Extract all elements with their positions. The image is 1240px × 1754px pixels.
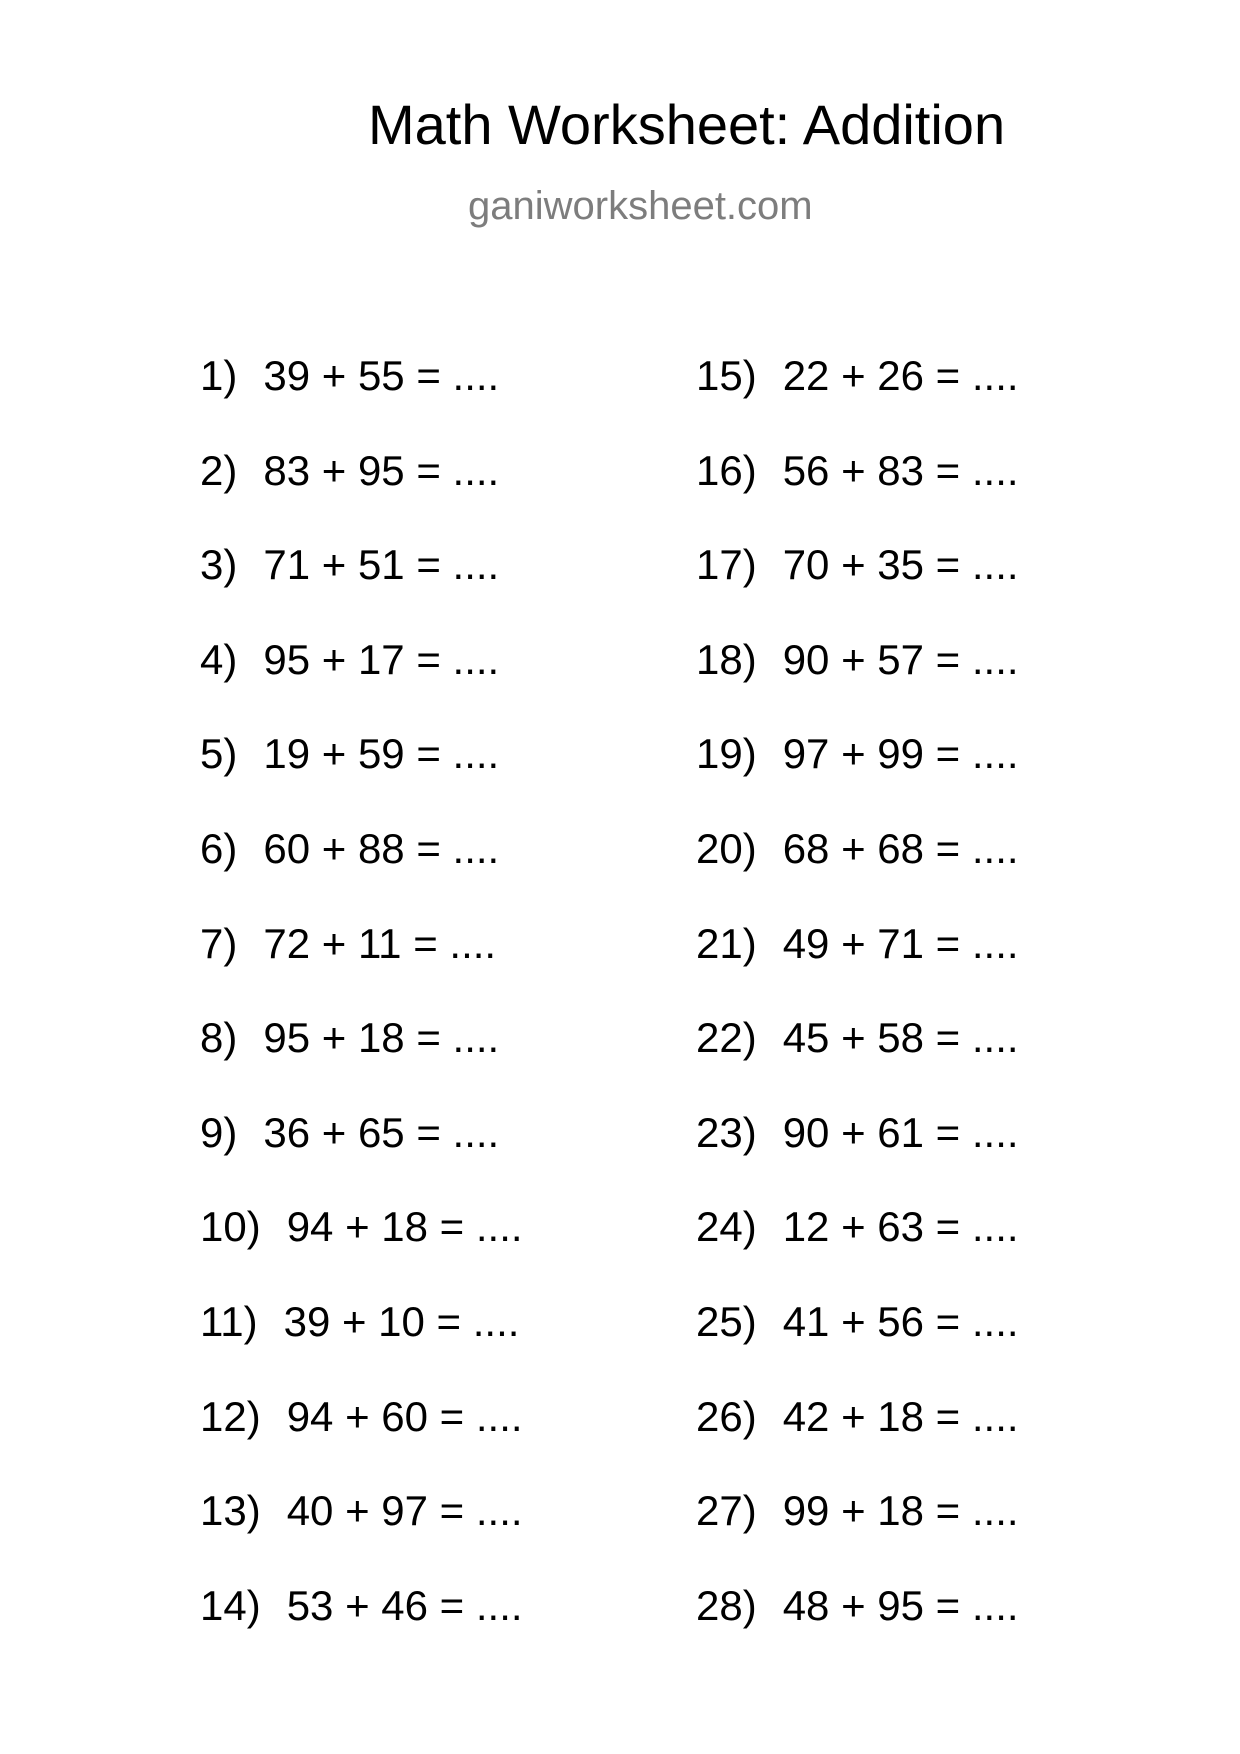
problem-item [696,1297,1019,1396]
site-url: ganiworksheet.com [468,184,813,228]
problem-item [696,1581,1019,1680]
problem-item [696,1487,1019,1585]
problem-item [696,1014,1019,1112]
problem-expression: 83 + 95 = .... [263,446,500,494]
problem-expression: 48 + 95 = .... [782,1581,1019,1629]
problem-number: 5) [200,730,238,778]
problem-item [200,1014,523,1112]
problem-number: 9) [200,1108,238,1156]
problem-item [696,730,1019,828]
problem-number: 16) [696,446,757,494]
problem-expression: 60 + 88 = .... [263,824,500,872]
problem-number: 10) [200,1203,261,1251]
problem-number: 27) [696,1487,757,1535]
problem-expression: 99 + 18 = .... [782,1487,1019,1535]
problem-item [696,1203,1019,1301]
problem-expression: 40 + 97 = .... [286,1487,523,1535]
problem-expression: 49 + 71 = .... [782,919,1019,967]
problem-expression: 45 + 58 = .... [782,1014,1019,1062]
page-title: Math Worksheet: Addition [368,93,1006,156]
problem-number: 13) [200,1487,261,1535]
problem-item [696,1392,1019,1491]
problem-item [200,824,523,923]
problem-expression: 53 + 46 = .... [286,1581,523,1629]
problem-item [696,919,1019,1018]
problem-number: 19) [696,730,757,778]
problem-number: 2) [200,446,238,494]
problem-item [200,730,523,828]
problem-number: 1) [200,352,238,399]
problem-number: 28) [696,1581,757,1629]
problem-item [200,919,523,1018]
problem-number: 17) [696,541,757,589]
problem-number: 18) [696,635,757,683]
problem-number: 14) [200,1581,261,1629]
problem-item [200,1203,523,1301]
problem-item [696,541,1019,639]
problem-item [200,1108,523,1207]
problem-item [696,635,1019,734]
problem-number: 6) [200,824,238,872]
problem-item [200,1581,523,1680]
problem-item [200,1297,523,1396]
problem-expression: 95 + 18 = .... [263,1014,500,1062]
problem-number: 3) [200,541,238,589]
problem-expression: 90 + 57 = .... [782,635,1019,683]
problem-expression: 97 + 99 = .... [782,730,1019,778]
problem-item [200,541,523,639]
problem-expression: 56 + 83 = .... [782,446,1019,494]
problems-column-right [696,352,1019,1679]
problem-number: 21) [696,919,757,967]
problem-number: 26) [696,1392,757,1440]
problem-number: 23) [696,1108,757,1156]
problems-column-left [200,352,523,1679]
problem-expression: 36 + 65 = .... [263,1108,500,1156]
problem-item [200,352,523,450]
problem-expression: 68 + 68 = .... [782,824,1019,872]
problem-expression: 19 + 59 = .... [263,730,500,778]
problem-expression: 90 + 61 = .... [782,1108,1019,1156]
problem-expression: 94 + 18 = .... [286,1203,523,1251]
problem-expression: 12 + 63 = .... [782,1203,1019,1251]
problem-number: 25) [696,1297,757,1345]
problem-number: 11) [200,1297,258,1345]
problem-expression: 39 + 10 = .... [283,1297,520,1345]
problem-number: 4) [200,635,238,683]
problem-item [696,446,1019,545]
problem-number: 7) [200,919,238,967]
problem-expression: 72 + 11 = .... [263,919,497,967]
problem-expression: 41 + 56 = .... [782,1297,1019,1345]
problem-item [200,1392,523,1491]
problem-item [696,1108,1019,1207]
problem-item [696,824,1019,923]
problem-expression: 95 + 17 = .... [263,635,500,683]
problem-expression: 71 + 51 = .... [263,541,500,589]
problem-number: 12) [200,1392,261,1440]
problem-item [200,635,523,734]
problem-expression: 42 + 18 = .... [782,1392,1019,1440]
problem-expression: 22 + 26 = .... [782,352,1019,399]
problem-number: 8) [200,1014,238,1062]
problem-item [200,1487,523,1585]
problem-number: 15) [696,352,757,399]
problem-expression: 39 + 55 = .... [263,352,500,399]
problem-item [200,446,523,545]
problem-number: 22) [696,1014,757,1062]
problem-expression: 70 + 35 = .... [782,541,1019,589]
problem-item [696,352,1019,450]
problem-number: 20) [696,824,757,872]
problem-number: 24) [696,1203,757,1251]
problem-expression: 94 + 60 = .... [286,1392,523,1440]
